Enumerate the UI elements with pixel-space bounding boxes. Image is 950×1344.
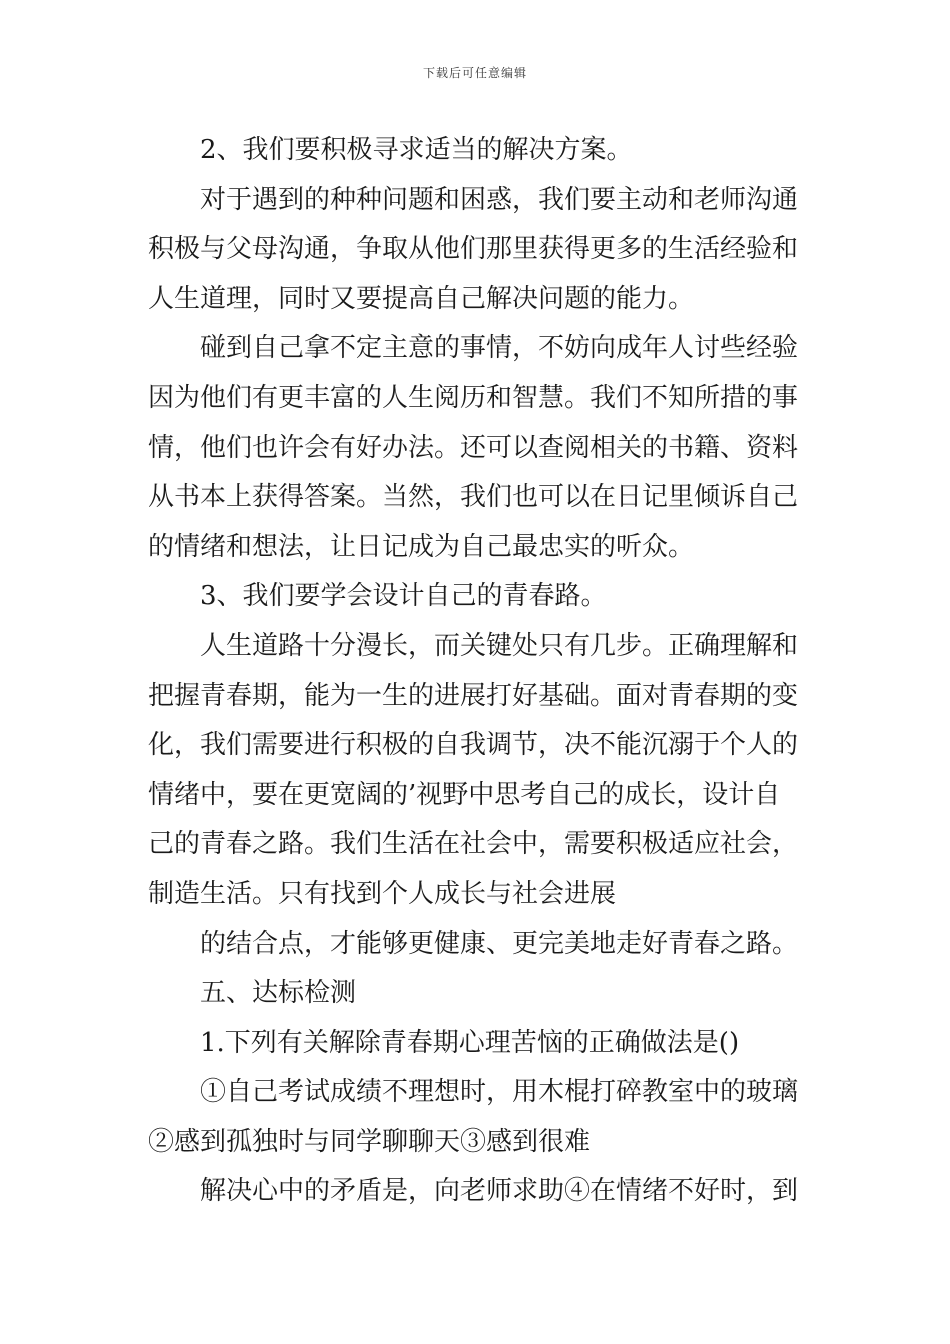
text-line: 因为他们有更丰富的人生阅历和智慧。我们不知所措的事 bbox=[148, 382, 799, 413]
text-line: 1.下列有关解除青春期心理苦恼的正确做法是() bbox=[200, 1027, 740, 1058]
text-line: 2、我们要积极寻求适当的解决方案。 bbox=[200, 135, 633, 165]
text-line: 3、我们要学会设计自己的青春路。 bbox=[200, 581, 607, 612]
text-line: 五、达标检测 bbox=[200, 978, 357, 1009]
text-line: 化，我们需要进行积极的自我调节，决不能沉溺于个人的 bbox=[148, 730, 799, 761]
text-line: 把握青春期，能为一生的进展打好基础。面对青春期的变 bbox=[148, 680, 799, 711]
text-line: ①自己考试成绩不理想时，用木棍打碎教室中的玻璃 bbox=[200, 1077, 799, 1108]
text-line: 对于遇到的种种问题和困惑，我们要主动和老师沟通 bbox=[200, 184, 799, 215]
text-line: 的结合点，才能够更健康、更完美地走好青春之路。 bbox=[200, 928, 799, 959]
text-line: 积极与父母沟通，争取从他们那里获得更多的生活经验和 bbox=[148, 234, 799, 265]
text-line: 碰到自己拿不定主意的事情，不妨向成年人讨些经验 bbox=[200, 333, 799, 364]
text-line: 己的青春之路。我们生活在社会中，需要积极适应社会， bbox=[148, 829, 799, 860]
text-line: 情绪中，要在更宽阔的’视野中思考自己的成长，设计自 bbox=[148, 779, 781, 810]
text-line: 解决心中的矛盾是，向老师求助④在情绪不好时，到 bbox=[200, 1176, 799, 1207]
text-line: 情，他们也许会有好办法。还可以查阅相关的书籍、资料 bbox=[148, 432, 799, 463]
text-line: ②感到孤独时与同学聊聊天③感到很难 bbox=[148, 1126, 591, 1157]
text-line: 的情绪和想法，让日记成为自己最忠实的听众。 bbox=[148, 531, 695, 562]
text-line: 制造生活。只有找到个人成长与社会进展 bbox=[148, 878, 617, 909]
page-header: 下载后可任意编辑 bbox=[422, 66, 527, 80]
text-line: 人生道理，同时又要提高自己解决问题的能力。 bbox=[148, 283, 695, 314]
document-body bbox=[148, 126, 808, 1217]
text-line: 人生道路十分漫长，而关键处只有几步。正确理解和 bbox=[200, 630, 799, 661]
text-line: 从书本上获得答案。当然，我们也可以在日记里倾诉自己 bbox=[148, 482, 799, 513]
